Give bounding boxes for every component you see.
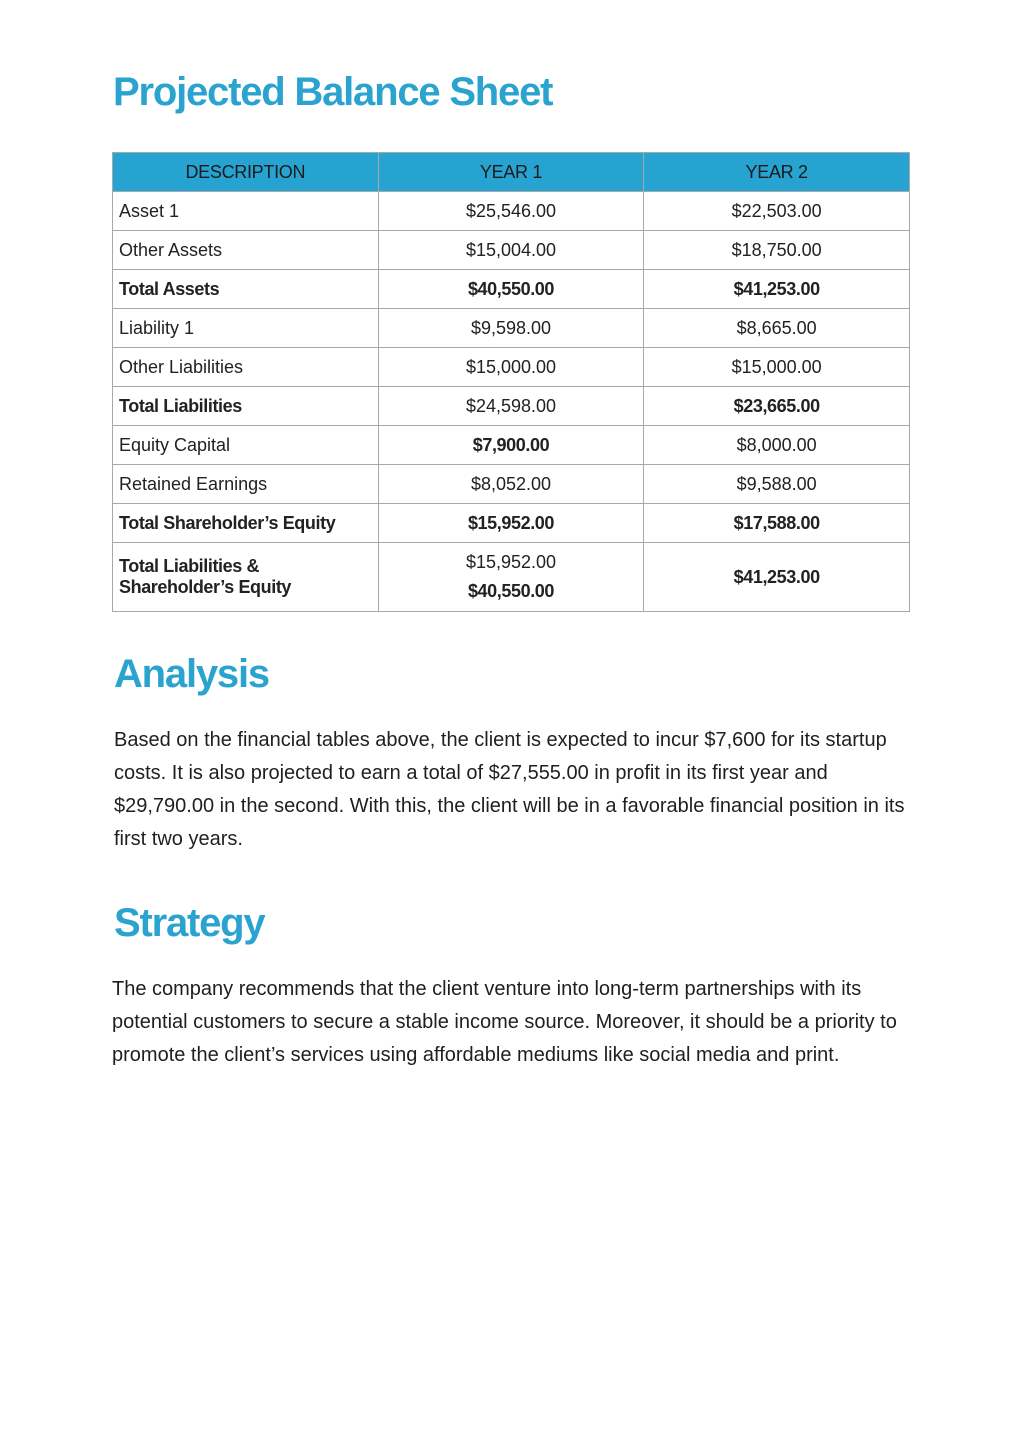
row-description: Liability 1 bbox=[113, 309, 379, 348]
header-year-2: YEAR 2 bbox=[644, 153, 910, 192]
table-row bbox=[113, 426, 910, 465]
row-year-2-value: $23,665.00 bbox=[644, 387, 910, 426]
table-header-row bbox=[113, 153, 910, 192]
row-description: Other Liabilities bbox=[113, 348, 379, 387]
strategy-heading: Strategy bbox=[114, 901, 265, 945]
row-year-2-value: $41,253.00 bbox=[644, 270, 910, 309]
row-year-1-value-bottom: $40,550.00 bbox=[467, 581, 555, 601]
table-row bbox=[113, 348, 910, 387]
row-year-1-value bbox=[378, 543, 644, 612]
balance-sheet-table bbox=[112, 152, 910, 612]
row-description: Other Assets bbox=[113, 231, 379, 270]
table-row bbox=[113, 543, 910, 612]
row-description: Total Liabilities & Shareholder’s Equity bbox=[113, 543, 379, 612]
row-year-1-value: $25,546.00 bbox=[378, 192, 644, 231]
row-year-2-value: $8,665.00 bbox=[644, 309, 910, 348]
strategy-paragraph: The company recommends that the client venture into long-term partnerships with its potential customers to secure a stable income source. Moreover, it should be a priority to promote the client’s services using affordable mediums like social media and print. bbox=[112, 978, 897, 1066]
row-year-2-value: $17,588.00 bbox=[644, 504, 910, 543]
row-description: Equity Capital bbox=[113, 426, 379, 465]
row-description: Total Shareholder’s Equity bbox=[113, 504, 379, 543]
row-description: Total Assets bbox=[113, 270, 379, 309]
table-row bbox=[113, 270, 910, 309]
table-row bbox=[113, 465, 910, 504]
row-description: Retained Earnings bbox=[113, 465, 379, 504]
row-year-1-value: $15,952.00 bbox=[378, 504, 644, 543]
row-year-1-value: $8,052.00 bbox=[378, 465, 644, 504]
row-year-2-value: $41,253.00 bbox=[644, 543, 910, 612]
analysis-paragraph: Based on the financial tables above, the client is expected to incur $7,600 for its startup costs. It is also projected to earn a total of $27,555.00 in profit in its first year and $29,790.00 in the second. With this, the client will be in a favorable financial position in its first two years. bbox=[114, 729, 905, 850]
row-year-2-value: $22,503.00 bbox=[644, 192, 910, 231]
row-year-1-value: $7,900.00 bbox=[378, 426, 644, 465]
row-year-1-value-top: $15,952.00 bbox=[465, 552, 557, 572]
analysis-heading: Analysis bbox=[114, 652, 269, 696]
table-row bbox=[113, 231, 910, 270]
row-year-1-value: $9,598.00 bbox=[378, 309, 644, 348]
row-year-2-value: $9,588.00 bbox=[644, 465, 910, 504]
table-row bbox=[113, 309, 910, 348]
page-title: Projected Balance Sheet bbox=[113, 70, 553, 114]
table-row bbox=[113, 387, 910, 426]
row-year-1-value: $40,550.00 bbox=[378, 270, 644, 309]
table-row bbox=[113, 192, 910, 231]
row-description: Asset 1 bbox=[113, 192, 379, 231]
header-description: DESCRIPTION bbox=[113, 153, 379, 192]
row-description: Total Liabilities bbox=[113, 387, 379, 426]
row-year-1-value: $15,004.00 bbox=[378, 231, 644, 270]
row-year-1-value: $24,598.00 bbox=[378, 387, 644, 426]
row-year-2-value: $18,750.00 bbox=[644, 231, 910, 270]
header-year-1: YEAR 1 bbox=[378, 153, 644, 192]
row-year-1-value: $15,000.00 bbox=[378, 348, 644, 387]
row-year-2-value: $15,000.00 bbox=[644, 348, 910, 387]
row-year-2-value: $8,000.00 bbox=[644, 426, 910, 465]
table-row bbox=[113, 504, 910, 543]
